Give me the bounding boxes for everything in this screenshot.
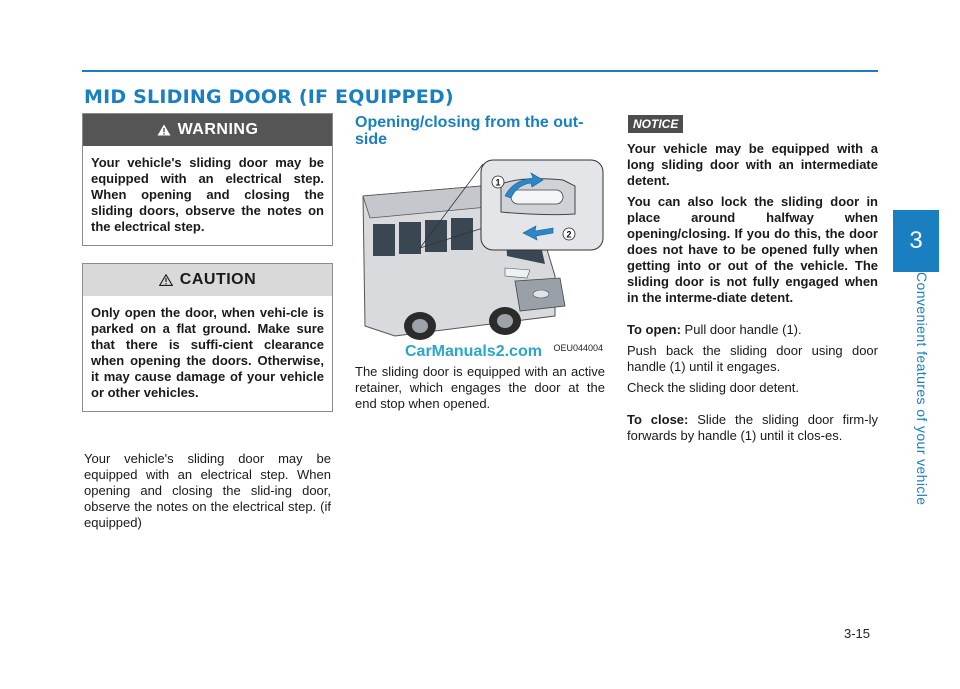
warning-label: WARNING: [177, 121, 259, 138]
to-open-label: To open:: [627, 322, 681, 337]
van-figure: [355, 156, 605, 356]
top-rule: [82, 70, 878, 72]
notice-badge: NOTICE: [628, 115, 683, 133]
electrical-step-paragraph: Your vehicle's sliding door may be equipped with an electrical step. When opening and closing the slid-ing door, observe the notes on the electrical step. (if equipped): [84, 451, 331, 530]
to-close-text: Slide the sliding door firm-ly forwards by handle (1) until it clos-es.: [627, 412, 878, 443]
caution-label: CAUTION: [179, 271, 257, 288]
to-open-text: Pull door handle (1).: [684, 322, 802, 337]
chapter-caption: Convenient features of your vehicle: [914, 272, 930, 506]
figure-code: OEU044004: [553, 343, 603, 353]
section-title: MID SLIDING DOOR (IF EQUIPPED): [84, 86, 454, 108]
notice-paragraph-2: You can also lock the sliding door in place around halfway when opening/closing. If you do this, the door does not have to be opened fully when getting into or out of the vehicle. The sliding door is not fully engaged when in the interme-diate detent.: [627, 194, 878, 305]
opening-subtitle: Opening/closing from the out-side: [355, 114, 584, 148]
notice-paragraph-1: Your vehicle may be equipped with a long sliding door with an intermediate detent.: [627, 141, 878, 188]
check-detent-paragraph: Check the sliding door detent.: [627, 380, 799, 395]
to-open-paragraph: [627, 322, 878, 338]
van-illustration: [355, 156, 605, 356]
to-close-paragraph: [627, 412, 878, 444]
notice-column: [627, 141, 878, 449]
retainer-paragraph: The sliding door is equipped with an active retainer, which engages the door at the end stop when opened.: [355, 364, 605, 411]
to-close-label: To close:: [627, 412, 689, 427]
callout-2: 2: [566, 229, 572, 240]
push-back-paragraph: Push back the sliding door using door handle (1) until it engages.: [627, 343, 878, 374]
chapter-tab: [893, 210, 939, 272]
page-number: 3-15: [844, 626, 871, 641]
caution-text: Only open the door, when vehi-cle is parked on a flat ground. Make sure that there is suffi-cient clearance when opening the doors. Otherwise, it may cause damage of your vehicle or other vehicles.: [91, 305, 324, 400]
caution-header: [83, 264, 332, 296]
watermark: CarManuals2.com: [405, 343, 542, 360]
caution-triangle-icon: [159, 274, 173, 286]
caution-box: [82, 263, 333, 412]
callout-1: 1: [495, 177, 501, 188]
warning-text: Your vehicle's sliding door may be equipped with an electrical step. When opening and closing the sliding doors, observe the notes on the electrical step.: [91, 155, 324, 234]
warning-header: [83, 114, 332, 146]
warning-box: [82, 113, 333, 246]
warning-triangle-icon: [157, 124, 171, 136]
chapter-number: 3: [909, 227, 923, 254]
